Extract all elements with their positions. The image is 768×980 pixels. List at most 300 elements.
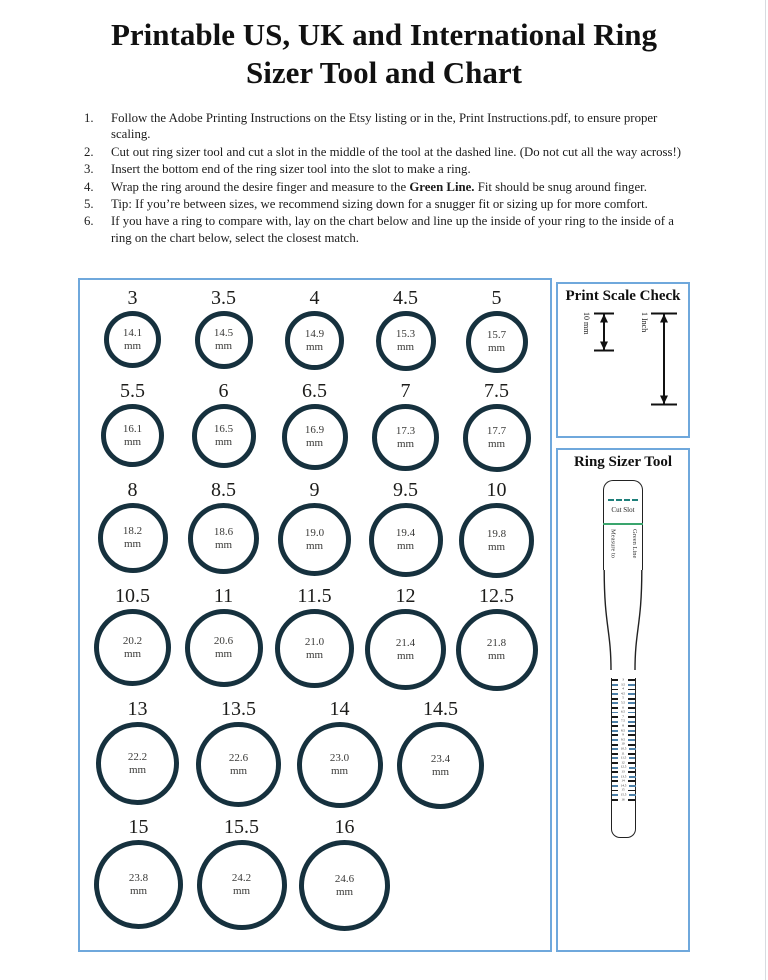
tick-mark-left [612, 753, 619, 755]
ring-diameter-label [123, 525, 142, 550]
instructions-list [84, 110, 690, 247]
ring-diameter-label [128, 751, 147, 776]
tick-mark-right [628, 744, 635, 746]
tick-mark-left [612, 744, 619, 746]
instruction-text-pre: Follow the Adobe Printing Instructions on the Etsy listing or in the, Print Instructions.pdf, to ensure proper scaling. [111, 111, 658, 142]
ring-size-label: 6.5 [302, 380, 327, 402]
instruction-item [84, 179, 690, 195]
ring-diameter-value: 21.0 [304, 635, 325, 648]
tick-size-number: 3.5 [621, 682, 625, 687]
sizer-scale-tick-row [612, 797, 635, 802]
ring-size-label: 13.5 [221, 698, 256, 720]
tick-mark-right [628, 762, 635, 764]
ring-item [87, 817, 190, 931]
ring-diameter-label [487, 637, 506, 662]
tick-mark-right [628, 707, 635, 709]
ring-diameter-unit: mm [487, 342, 506, 354]
ring-item [269, 480, 360, 578]
tick-mark-left [612, 771, 619, 773]
ring-size-label: 14 [329, 698, 350, 720]
ring-diameter-unit: mm [487, 540, 506, 553]
instruction-number: 6. [84, 214, 94, 229]
tick-size-number: 3 [622, 678, 624, 682]
ring-circle [185, 609, 263, 687]
tick-mark-left [612, 794, 619, 796]
ring-item [190, 817, 293, 931]
tick-size-number: 4 [622, 687, 624, 691]
ring-diameter-unit: mm [214, 436, 233, 448]
ring-diameter-label [229, 752, 248, 777]
ring-diameter-value: 19.0 [304, 526, 325, 539]
ring-diameter-value: 20.2 [122, 634, 143, 647]
ring-diameter-value: 17.7 [486, 425, 507, 438]
tick-mark-right [628, 716, 635, 718]
ring-item [451, 381, 542, 472]
ring-diameter-unit: mm [396, 437, 415, 450]
instruction-text-pre: If you have a ring to compare with, lay on the chart below and line up the inside of your ring to the inside of a ring on the chart below, select the closest match. [111, 214, 674, 245]
tick-mark-right [629, 776, 636, 778]
green-measure-line [603, 523, 643, 525]
ring-diameter-value: 18.6 [213, 525, 234, 538]
tick-mark-right [629, 748, 636, 750]
tick-mark-left [612, 780, 619, 782]
ring-diameter-value: 18.2 [122, 525, 143, 538]
instruction-number: 1. [84, 111, 94, 125]
ring-item [178, 288, 269, 373]
ring-chart-row [87, 480, 543, 578]
ring-circle [94, 840, 183, 929]
ring-size-label: 7.5 [484, 380, 509, 402]
ring-size-label: 16 [334, 816, 355, 838]
ring-diameter-label [305, 328, 324, 353]
ring-size-label: 12 [395, 585, 416, 607]
ring-diameter-unit: mm [123, 339, 142, 352]
instruction-number: 4. [84, 179, 94, 194]
tick-size-number: 7 [622, 714, 624, 719]
tick-mark-right [628, 739, 635, 741]
tick-size-number: 6 [622, 705, 624, 710]
tick-mark-right [628, 721, 635, 723]
ring-item [451, 480, 542, 578]
ring-diameter-unit: mm [396, 649, 415, 662]
ring-item [360, 381, 451, 472]
ring-circle [299, 840, 390, 931]
tick-size-number: 7.5 [621, 719, 625, 724]
tick-mark-right [628, 799, 635, 801]
ring-size-label: 14.5 [423, 698, 458, 720]
ring-circle [297, 722, 383, 808]
ring-diameter-value: 20.6 [213, 635, 234, 648]
ring-diameter-value: 22.2 [127, 750, 148, 763]
ring-diameter-unit: mm [396, 540, 415, 552]
ring-diameter-unit: mm [229, 764, 248, 777]
ring-circle [372, 404, 439, 471]
ring-diameter-unit: mm [214, 340, 233, 352]
ring-diameter-unit: mm [305, 340, 324, 353]
ring-diameter-label [129, 872, 148, 897]
tick-mark-right [628, 730, 635, 732]
ring-diameter-label [123, 423, 142, 448]
ring-diameter-value: 23.0 [329, 752, 350, 765]
tick-size-number: 8 [622, 724, 624, 728]
ring-size-label: 8 [127, 479, 138, 501]
ring-diameter-value: 14.5 [213, 327, 234, 340]
instruction-text-pre: Insert the bottom end of the ring sizer tool into the slot to make a ring. [111, 162, 471, 177]
instruction-number: 3. [84, 162, 94, 177]
ring-circle [397, 722, 484, 809]
ring-item [178, 381, 269, 472]
tick-mark-left [612, 748, 619, 750]
tick-mark-right [628, 698, 635, 700]
ring-diameter-value: 14.1 [122, 326, 143, 339]
tick-size-number: 16 [621, 797, 625, 802]
ring-diameter-unit: mm [305, 437, 324, 449]
ring-sizer-tool-graphic [558, 480, 688, 838]
tick-mark-left [612, 767, 619, 769]
ring-diameter-value: 16.1 [122, 422, 143, 435]
ten-mm-label: 10 mm [582, 312, 591, 335]
tick-mark-right [628, 725, 635, 727]
ring-size-label: 8.5 [211, 479, 236, 501]
ring-circle [282, 404, 348, 470]
ring-item [289, 699, 390, 809]
ring-size-label: 10.5 [115, 585, 150, 607]
instruction-item [84, 144, 690, 160]
tick-mark-left [612, 739, 619, 741]
ten-mm-arrow-icon [592, 312, 616, 352]
tick-size-number: 15.5 [620, 793, 627, 797]
instruction-text [102, 161, 690, 177]
ring-diameter-value: 19.4 [395, 527, 416, 540]
instruction-text [102, 196, 690, 212]
instruction-text-pre: Wrap the ring around the desire finger and measure to the [111, 179, 410, 194]
page-edge-line [765, 0, 766, 980]
ring-diameter-unit: mm [128, 763, 147, 776]
ring-size-label: 12.5 [479, 585, 514, 607]
ring-circle [101, 404, 164, 467]
tick-size-number: 5 [622, 696, 624, 701]
tick-mark-left [612, 799, 619, 801]
cut-slot-label: Cut Slot [611, 506, 635, 514]
ring-diameter-unit: mm [431, 765, 450, 778]
ring-diameter-value: 22.6 [228, 751, 249, 764]
ten-mm-scale-group [582, 312, 616, 352]
ring-item [178, 586, 269, 691]
print-scale-check-panel [556, 282, 690, 438]
tick-size-number: 8.5 [621, 728, 625, 733]
tick-size-number: 12.5 [620, 765, 627, 769]
ring-chart-row [87, 817, 543, 931]
tick-size-number: 10.5 [620, 747, 627, 751]
instruction-text-post: Fit should be snug around finger. [474, 179, 647, 194]
ring-diameter-label [123, 635, 142, 660]
ring-diameter-unit: mm [487, 650, 506, 662]
ring-diameter-unit: mm [305, 648, 324, 661]
ring-item [451, 288, 542, 373]
ring-size-label: 5 [491, 287, 502, 309]
one-inch-scale-group [640, 312, 678, 406]
ring-diameter-unit: mm [214, 648, 233, 660]
ring-diameter-unit: mm [232, 885, 251, 897]
tool-head [603, 480, 643, 570]
ring-size-label: 6 [218, 380, 229, 402]
tick-size-number: 14 [621, 779, 625, 783]
tick-mark-left [612, 712, 619, 714]
instruction-text [102, 213, 690, 246]
tick-size-number: 9.5 [621, 737, 625, 742]
tick-size-number: 14.5 [620, 783, 627, 788]
ring-diameter-label [214, 526, 233, 551]
ring-diameter-value: 17.3 [395, 424, 416, 437]
tick-mark-right [628, 790, 635, 792]
green-line-label: Green Line [631, 529, 638, 559]
tick-mark-left [612, 762, 619, 764]
tick-mark-right [628, 712, 635, 714]
tick-mark-left [612, 689, 619, 691]
ring-circle [376, 311, 436, 371]
ring-circle [456, 609, 538, 691]
ring-diameter-label [330, 752, 349, 777]
tick-mark-left [612, 790, 619, 792]
ring-diameter-label [123, 327, 142, 352]
instruction-item [84, 196, 690, 212]
tick-mark-left [612, 679, 619, 681]
tick-mark-left [612, 725, 619, 727]
tick-mark-right [629, 767, 636, 769]
ring-diameter-value: 15.7 [486, 329, 507, 342]
ring-sizer-tool-panel [556, 448, 690, 952]
ring-circle [94, 609, 171, 686]
ring-size-chart [78, 278, 552, 952]
ring-diameter-value: 24.2 [231, 872, 252, 885]
tick-mark-right [628, 771, 635, 773]
ring-size-label: 7 [400, 380, 411, 402]
tick-mark-right [628, 689, 635, 691]
ring-circle [197, 840, 287, 930]
ring-circle [369, 503, 443, 577]
tick-mark-left [612, 716, 619, 718]
tick-mark-right [629, 794, 636, 796]
ring-diameter-unit: mm [123, 647, 142, 660]
tick-size-number: 4.5 [621, 691, 625, 696]
ring-circle [365, 609, 446, 690]
tick-mark-right [628, 679, 635, 681]
ring-item [269, 381, 360, 472]
ring-item [188, 699, 289, 809]
ring-circle [463, 404, 531, 472]
tick-mark-right [628, 753, 635, 755]
tick-mark-left [612, 684, 619, 686]
ring-circle [195, 311, 253, 369]
page-title-line1: Printable US, UK and International Ring [110, 17, 657, 52]
ring-diameter-value: 14.9 [304, 327, 325, 340]
ring-diameter-value: 16.5 [213, 423, 234, 436]
ring-circle [278, 503, 351, 576]
ring-size-label: 15.5 [224, 816, 259, 838]
tick-mark-right [629, 757, 636, 759]
ring-circle [196, 722, 281, 807]
tick-size-number: 15 [621, 788, 625, 792]
ring-chart-row [87, 381, 543, 472]
tick-size-number: 13.5 [620, 774, 627, 779]
ring-size-label: 4.5 [393, 287, 418, 309]
page-title [0, 16, 768, 92]
ring-diameter-label [396, 425, 415, 450]
tick-mark-right [629, 785, 636, 787]
tick-size-number: 13 [621, 770, 625, 774]
ring-size-label: 5.5 [120, 380, 145, 402]
ring-item [293, 817, 396, 931]
ring-diameter-label [396, 328, 415, 353]
ring-diameter-label [214, 327, 233, 352]
tick-mark-right [628, 734, 635, 736]
ring-diameter-unit: mm [214, 538, 233, 551]
ring-diameter-label [396, 637, 415, 662]
ring-circle [104, 311, 161, 368]
ring-diameter-value: 19.8 [486, 527, 507, 540]
instruction-text-pre: Cut out ring sizer tool and cut a slot in the middle of the tool at the dashed line. (Do not cut all the way across!) [111, 144, 682, 159]
tick-mark-right [628, 693, 635, 695]
tick-mark-left [612, 693, 619, 695]
tick-mark-left [612, 785, 619, 787]
ring-diameter-unit: mm [123, 538, 142, 550]
ring-item [360, 288, 451, 373]
tick-mark-right [628, 780, 635, 782]
ring-item [87, 480, 178, 578]
ring-diameter-label [487, 425, 506, 450]
one-inch-label: 1 Inch [640, 312, 649, 333]
tick-mark-left [612, 757, 619, 759]
ring-diameter-label [232, 872, 251, 897]
ring-size-label: 4 [309, 287, 320, 309]
ring-diameter-label [214, 635, 233, 660]
ring-diameter-value: 23.4 [430, 752, 451, 765]
tick-mark-right [628, 684, 635, 686]
ring-item [87, 288, 178, 373]
ring-diameter-value: 24.6 [334, 872, 355, 885]
tick-mark-left [612, 734, 619, 736]
ring-diameter-value: 16.9 [304, 424, 325, 437]
ring-diameter-label [396, 527, 415, 552]
tick-size-number: 9 [622, 733, 624, 737]
tool-shank [611, 678, 636, 838]
tick-mark-left [612, 698, 619, 700]
ring-size-label: 11.5 [297, 585, 332, 607]
instruction-item [84, 161, 690, 177]
ring-item [87, 586, 178, 691]
tick-mark-left [612, 707, 619, 709]
one-inch-arrow-icon [650, 312, 678, 406]
ring-diameter-unit: mm [487, 438, 506, 450]
tick-mark-left [612, 776, 619, 778]
instruction-number: 5. [84, 196, 94, 211]
tick-size-number: 11 [621, 751, 625, 756]
ring-diameter-value: 15.3 [395, 328, 416, 341]
tick-mark-left [612, 702, 619, 704]
ring-item [451, 586, 542, 691]
tick-mark-right [628, 702, 635, 704]
ring-item [390, 699, 491, 809]
tick-mark-left [612, 721, 619, 723]
ring-item [360, 480, 451, 578]
ring-circle [188, 503, 259, 574]
ring-item [178, 480, 269, 578]
ring-diameter-label [305, 527, 324, 552]
tick-size-number: 5.5 [621, 701, 625, 705]
page-title-line2: Sizer Tool and Chart [246, 55, 522, 91]
tick-size-number: 11.5 [620, 756, 627, 760]
ring-size-label: 9 [309, 479, 320, 501]
tick-size-number: 6.5 [621, 710, 625, 714]
ring-sizer-tool-title: Ring Sizer Tool [573, 454, 673, 470]
ring-chart-row [87, 288, 543, 373]
instruction-text [102, 179, 690, 195]
ring-size-label: 15 [128, 816, 149, 838]
ring-diameter-unit: mm [305, 539, 324, 552]
ring-diameter-unit: mm [335, 885, 354, 898]
ring-item [360, 586, 451, 691]
print-scale-check-title: Print Scale Check [565, 288, 681, 304]
ring-circle [459, 503, 534, 578]
ring-diameter-unit: mm [123, 435, 142, 448]
instruction-text-bold: Green Line. [409, 179, 475, 194]
tick-size-number: 10 [621, 742, 625, 747]
ring-chart-row [87, 586, 543, 691]
ring-diameter-label [335, 873, 354, 898]
ring-diameter-label [487, 528, 506, 553]
ring-circle [96, 722, 179, 805]
ring-diameter-unit: mm [330, 765, 349, 777]
instruction-text-pre: Tip: If you’re between sizes, we recommend sizing down for a snugger fit or sizing up for more comfort. [111, 196, 648, 211]
ring-size-label: 13 [127, 698, 148, 720]
ring-item [87, 699, 188, 809]
ring-diameter-label [431, 753, 450, 778]
instruction-item [84, 213, 690, 246]
ring-diameter-unit: mm [396, 341, 415, 353]
ring-circle [98, 503, 168, 573]
ring-size-label: 3 [127, 287, 138, 309]
ring-circle [275, 609, 354, 688]
ring-item [87, 381, 178, 472]
ring-diameter-label [487, 329, 506, 354]
ring-size-label: 11 [213, 585, 234, 607]
ring-size-label: 9.5 [393, 479, 418, 501]
measure-to-label: Measure to [609, 529, 617, 559]
instruction-text [102, 110, 690, 143]
ring-circle [192, 404, 256, 468]
ring-size-label: 10 [486, 479, 507, 501]
ring-diameter-unit: mm [129, 884, 148, 897]
instruction-text [102, 144, 690, 160]
ring-chart-row [87, 699, 543, 809]
ring-diameter-label [305, 636, 324, 661]
ring-diameter-value: 21.4 [395, 636, 416, 649]
tick-size-number: 12 [621, 760, 625, 765]
ring-diameter-value: 21.8 [486, 637, 507, 650]
ring-circle [466, 311, 528, 373]
ring-diameter-value: 23.8 [128, 871, 149, 884]
cut-slot-dashed-line [608, 499, 638, 501]
ring-size-label: 3.5 [211, 287, 236, 309]
ring-diameter-label [305, 424, 324, 449]
print-scale-arrows [582, 312, 688, 406]
tick-mark-left [612, 730, 619, 732]
sizer-scale [612, 678, 635, 802]
ring-item [269, 288, 360, 373]
ring-diameter-label [214, 423, 233, 448]
ring-circle [285, 311, 344, 370]
ring-item [269, 586, 360, 691]
